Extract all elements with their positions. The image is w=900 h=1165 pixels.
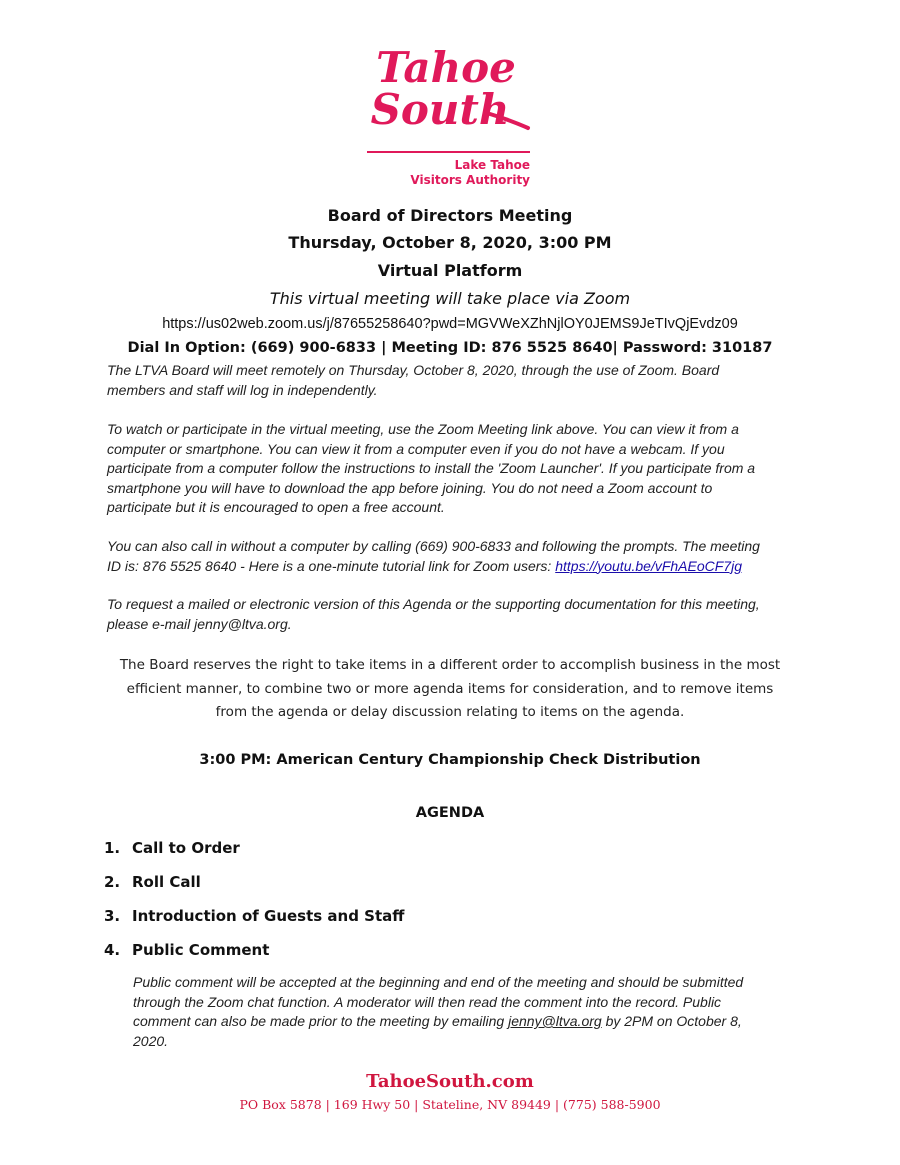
note-text: by 2PM on October 8, [601, 1013, 742, 1029]
meeting-via: This virtual meeting will take place via Zoom [269, 289, 631, 308]
paragraph-line: please e-mail jenny@ltva.org. [107, 615, 292, 632]
agenda-item-label: Call to Order [132, 839, 240, 857]
paragraph-line [107, 557, 807, 577]
agenda-item-label: Introduction of Guests and Staff [132, 907, 405, 925]
paragraph-line: from the agenda or delay discussion relating to items on the agenda. [215, 704, 685, 720]
paragraph-line: members and staff will log in independently. [107, 381, 378, 398]
call-in-paragraph [107, 537, 807, 576]
paragraph-line: To watch or participate in the virtual meeting, use the Zoom Meeting link above. You can view it from a [107, 421, 739, 437]
agenda-item-number: 4. [104, 941, 121, 959]
paragraph-line: The Board reserves the right to take items in a different order to accomplish business in the most [119, 657, 781, 673]
paragraph-line: The LTVA Board will meet remotely on Thursday, October 8, 2020, through the use of Zoom. Board [107, 362, 720, 378]
agenda-item-label: Roll Call [132, 873, 201, 891]
logo-word-tahoe: Tahoe [376, 43, 516, 92]
paragraph-line: participate from a computer follow the instructions to install the 'Zoom Launcher'. If you participate from a [107, 460, 756, 476]
zoom-tutorial-link[interactable]: https://youtu.be/vFhAEoCF7jg [555, 557, 742, 574]
public-comment-note [133, 973, 793, 1051]
agenda-item-label: Public Comment [132, 941, 270, 959]
paragraph-line [133, 1012, 793, 1032]
agenda-item-introductions [104, 905, 804, 939]
paragraph-line: through the Zoom chat function. A moderator will then read the comment into the record. Public [133, 993, 722, 1010]
agenda-item-public-comment [104, 939, 804, 973]
ceremony-heading: 3:00 PM: American Century Championship Check Distribution [199, 752, 701, 768]
org-name [380, 158, 530, 188]
meeting-title: Board of Directors Meeting [327, 206, 573, 225]
paragraph-line: 2020. [133, 1032, 169, 1049]
agenda-item-number: 1. [104, 839, 121, 857]
paragraph-line: participate but it is encouraged to open a free account. [107, 499, 445, 515]
call-in-text: ID is: 876 5525 8640 - Here is a one-minute tutorial link for Zoom users: [107, 557, 556, 574]
agenda-item-call-to-order [104, 837, 804, 871]
paragraph-line: computer or smartphone. You can view it from a computer even if you do not have a webcam. If you [107, 440, 725, 457]
logo-word-south: South [370, 85, 510, 134]
tahoe-south-logo [360, 38, 540, 138]
email-link[interactable]: jenny@ltva.org [508, 1013, 602, 1029]
participation-paragraph [107, 420, 807, 518]
paragraph-line: To request a mailed or electronic version of this Agenda or the supporting documentation for this meeting, [107, 596, 760, 612]
note-text: comment can also be made prior to the meeting by emailing [133, 1013, 509, 1029]
agenda-item-roll-call [104, 871, 804, 905]
board-reserves-paragraph [60, 654, 840, 725]
tahoe-south-logo-art [360, 38, 540, 138]
paragraph-line: efficient manner, to combine two or more agenda items for consideration, and to remove items [126, 680, 774, 697]
dial-in-info: Dial In Option: (669) 900-6833 | Meeting ID: 876 5525 8640| Password: 310187 [127, 340, 773, 356]
footer-website[interactable]: TahoeSouth.com [366, 1071, 534, 1092]
paragraph-line: smartphone you will have to download the app before joining. You do not need a Zoom account to [107, 479, 713, 496]
request-agenda-paragraph [107, 595, 807, 634]
agenda-item-number: 3. [104, 907, 121, 925]
meeting-venue: Virtual Platform [377, 261, 523, 280]
paragraph-line: Public comment will be accepted at the beginning and end of the meeting and should be submitted [133, 974, 744, 990]
agenda-heading: AGENDA [415, 805, 485, 821]
agenda-item-number: 2. [104, 873, 121, 891]
logo-divider [367, 151, 530, 153]
org-name-line-1: Lake Tahoe [454, 158, 530, 172]
zoom-url[interactable]: https://us02web.zoom.us/j/87655258640?pwd=MGVWeXZhNjlOY0JEMS9JeTIvQjEvdz09 [162, 316, 738, 332]
footer-address: PO Box 5878 | 169 Hwy 50 | Stateline, NV 89449 | (775) 588-5900 [239, 1097, 661, 1112]
meeting-date: Thursday, October 8, 2020, 3:00 PM [288, 233, 612, 252]
org-name-line-2: Visitors Authority [410, 173, 530, 187]
paragraph-line: You can also call in without a computer by calling (669) 900-6833 and following the prompts. The meeting [107, 538, 760, 554]
remote-meeting-paragraph [107, 361, 807, 400]
agenda-list [104, 837, 804, 973]
